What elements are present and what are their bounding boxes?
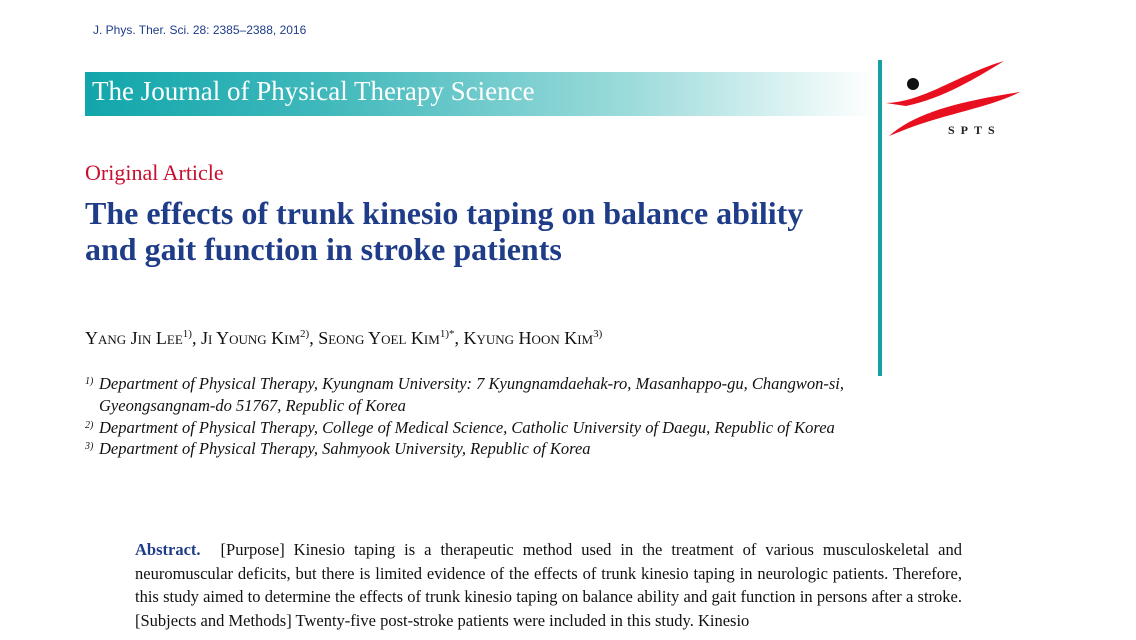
author-name: Seong Yoel Kim: [318, 328, 440, 348]
abstract: [135, 538, 962, 632]
author-name: Yang Jin Lee: [85, 328, 183, 348]
journal-citation: J. Phys. Ther. Sci. 28: 2385–2388, 2016: [93, 23, 307, 37]
affiliation-mark: 1): [85, 376, 94, 387]
author-separator: ,: [309, 328, 319, 348]
affiliation: [85, 373, 845, 417]
affiliation-text: Department of Physical Therapy, Sahmyook University, Republic of Korea: [99, 439, 591, 459]
affiliation-text: Department of Physical Therapy, College of Medical Science, Catholic University of Daegu, Republic of Korea: [99, 417, 835, 437]
author-affil-mark: 2): [300, 328, 310, 340]
affiliation-mark: 2): [85, 419, 94, 431]
author-separator: ,: [454, 328, 464, 348]
journal-banner: [85, 72, 875, 116]
article-type: Original Article: [85, 160, 224, 185]
author-name: Kyung Hoon Kim: [463, 328, 594, 348]
author-separator: ,: [191, 328, 201, 348]
affiliation-text: Department of Physical Therapy, Kyungnam University: 7 Kyungnamdaehak-ro, Masanhappo-gu, Changwon-si, Gyeongsangnam-do 51767, Republic of Korea: [99, 374, 845, 415]
vertical-divider: [878, 60, 882, 376]
author-name: Ji Young Kim: [200, 328, 301, 348]
affiliation: [85, 438, 845, 460]
journal-name: The Journal of Physical Therapy Science: [92, 76, 535, 106]
logo-dot: [907, 78, 919, 90]
author-affil-mark: 3): [593, 328, 603, 340]
affiliation-list: [85, 373, 845, 460]
logo-text: SPTS: [948, 123, 1001, 137]
abstract-label: Abstract.: [135, 540, 201, 559]
author-affil-mark: 1)*: [439, 328, 455, 340]
affiliation-mark: 3): [85, 441, 94, 453]
author-list: [85, 328, 602, 349]
abstract-text: [Purpose] Kinesio taping is a therapeutic method used in the treatment of various musculoskeletal and neuromuscular deficits, but there is limited evidence of the effects of trunk kinesio taping in neurologic patients. Therefore, this study aimed to determine the effects of trunk kinesio taping on balance ability and gait function in persons after a stroke. [Subjects and Methods] Twenty-five post-stroke patients were included in this study. Kinesio: [135, 540, 962, 630]
affiliation: [85, 417, 845, 439]
article-title: The effects of trunk kinesio taping on balance ability and gait function in stroke patients: [85, 195, 804, 267]
author-affil-mark: 1): [182, 328, 192, 340]
